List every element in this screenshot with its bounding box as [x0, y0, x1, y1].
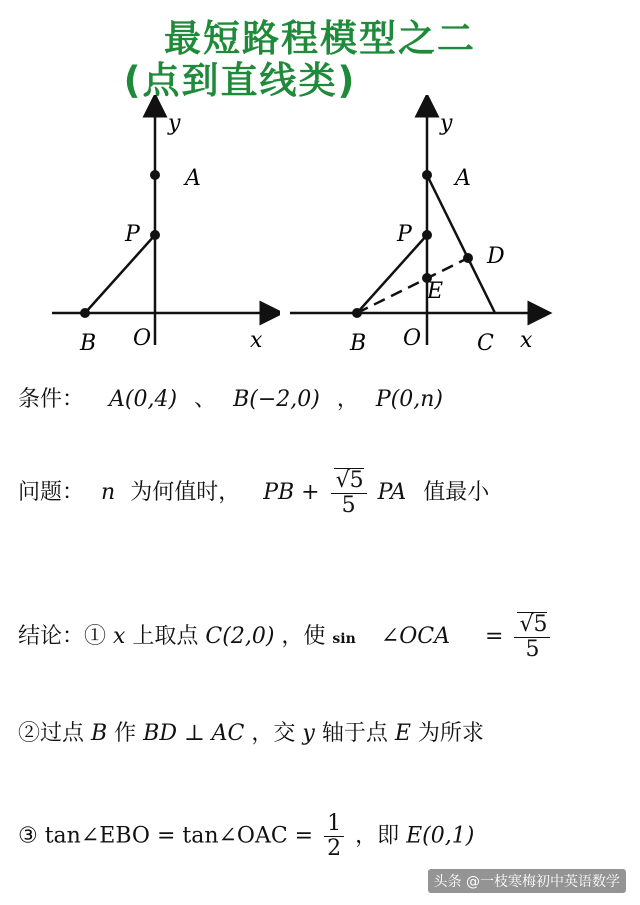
point-d — [463, 253, 473, 263]
text: ，使 — [281, 624, 333, 650]
text: ，即 — [355, 823, 407, 849]
point-a — [150, 170, 160, 180]
separator: 、 — [194, 387, 217, 412]
angle-oca: ∠OCA — [380, 624, 451, 650]
fraction-1-over-2 — [324, 812, 344, 861]
text: ③ — [18, 823, 45, 849]
equals: = — [485, 624, 504, 650]
label-a: A — [455, 166, 471, 191]
expr-pa: PA — [377, 480, 407, 506]
sin-label: sin — [332, 631, 356, 648]
point-p — [422, 230, 432, 240]
conclusion-1 — [18, 612, 554, 662]
label-c: C — [477, 331, 494, 356]
label-o: O — [133, 326, 152, 351]
text: 轴于点 — [321, 721, 395, 746]
expr-pb: PB + — [263, 480, 320, 506]
text: 作 — [114, 721, 144, 746]
condition-label: 条件： — [18, 387, 85, 412]
text: ，交 — [251, 721, 303, 746]
point-a — [422, 170, 432, 180]
label-p: P — [125, 222, 140, 247]
denominator: 2 — [327, 836, 342, 862]
segment-pb — [85, 235, 155, 313]
point-p — [150, 230, 160, 240]
question-label: 问题： — [18, 480, 85, 506]
point-b — [352, 308, 362, 318]
condition-line — [18, 382, 443, 413]
watermark: 头条 @一枝寒梅初中英语数学 — [428, 869, 626, 893]
numerator: √5 — [519, 612, 548, 637]
label-b: B — [350, 331, 367, 356]
figure-1 — [40, 95, 280, 365]
label-a: A — [185, 166, 201, 191]
label-x: x — [520, 328, 533, 353]
point-p-coord: P(0,n) — [375, 387, 443, 412]
label-b: B — [80, 331, 97, 356]
question-suffix: 值最小 — [423, 480, 490, 506]
separator: ， — [336, 387, 359, 412]
var-x: x — [113, 624, 126, 650]
label-y: y — [440, 111, 453, 136]
question-line — [18, 468, 489, 518]
denominator: 5 — [341, 493, 356, 519]
point-b-coord: B(−2,0) — [233, 387, 320, 412]
point-b — [80, 308, 90, 318]
point-e-coord: E(0,1) — [406, 823, 475, 849]
label-y: y — [168, 111, 181, 136]
text: ②过点 — [18, 721, 91, 746]
point-c-coord: C(2,0) — [205, 624, 275, 650]
label-x: x — [250, 328, 263, 353]
point-a-coord: A(0,4) — [109, 387, 178, 412]
denominator: 5 — [525, 637, 540, 663]
tan-expression: tan∠EBO = tan∠OAC = — [44, 823, 314, 849]
text: 为所求 — [417, 721, 484, 746]
title-line1: 最短路程模型之二 — [164, 17, 476, 60]
segment-bd — [357, 258, 468, 313]
fraction-sqrt5-over-5 — [514, 612, 550, 662]
point-e: E — [394, 721, 411, 746]
numerator: 1 — [324, 812, 344, 837]
label-p: P — [397, 222, 412, 247]
fraction-sqrt5-over-5 — [331, 468, 367, 518]
question-text: 为何值时， — [130, 480, 241, 506]
label-d: D — [487, 244, 505, 269]
label-e: E — [427, 279, 444, 304]
title-line2: (点到直线类) — [123, 59, 357, 102]
figure-2 — [285, 95, 555, 365]
conclusion-3 — [18, 812, 474, 861]
point-b: B — [91, 721, 108, 746]
text: 上取点 — [132, 624, 206, 650]
numerator: √5 — [335, 468, 364, 493]
var-n: n — [101, 480, 116, 506]
conclusion-2 — [18, 716, 484, 747]
label-o: O — [403, 326, 422, 351]
var-y: y — [302, 721, 315, 746]
conclusion-label: 结论：① — [18, 624, 113, 650]
perpendicular-expr: BD ⊥ AC — [143, 721, 245, 746]
segment-pb — [357, 235, 427, 313]
